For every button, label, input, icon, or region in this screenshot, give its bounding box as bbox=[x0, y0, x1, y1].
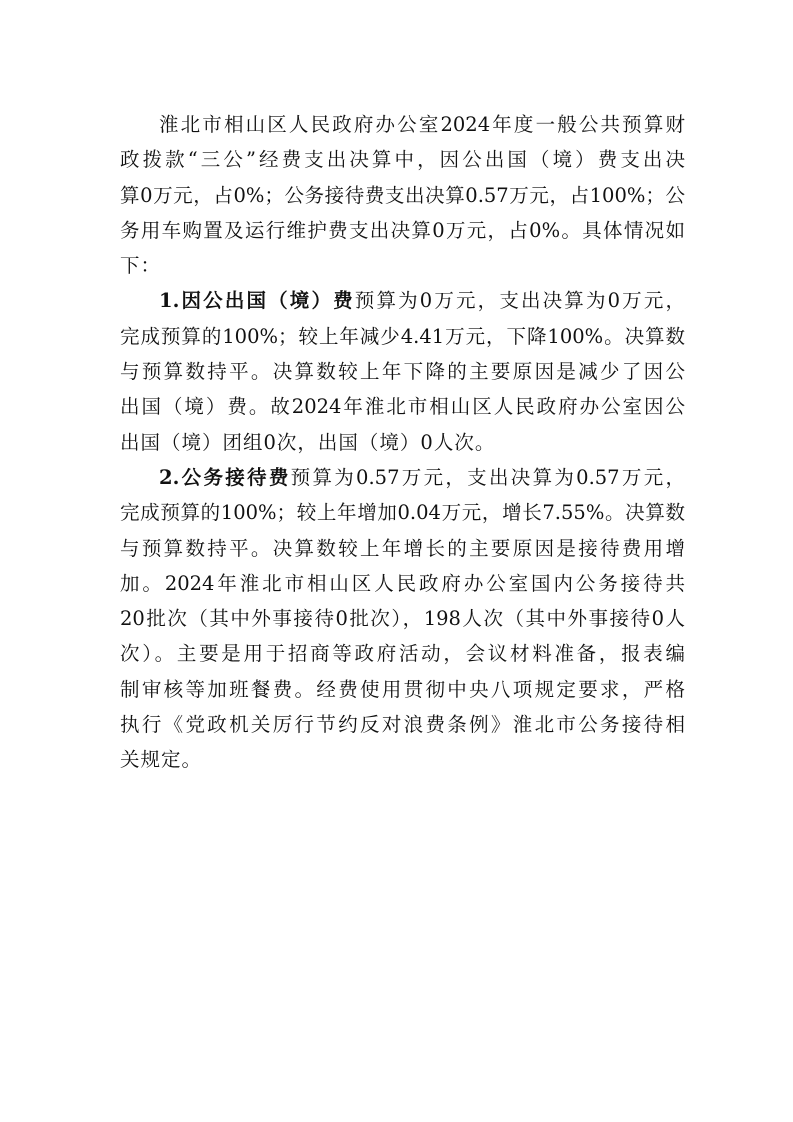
text-line: 与预算数持平。决算数较上年增长的主要原因是接待费用增 bbox=[120, 536, 685, 560]
text-line bbox=[120, 283, 685, 318]
text-line: 执行《党政机关厉行节约反对浪费条例》淮北市公务接待相 bbox=[120, 713, 685, 737]
heading-continuation: 预算为0万元，支出决算为0万元， bbox=[354, 289, 685, 313]
section-heading: 1.因公出国（境）费 bbox=[159, 289, 355, 313]
text-line bbox=[120, 460, 685, 495]
text-line: 出国（境）团组0次，出国（境）0人次。 bbox=[120, 430, 496, 454]
overseas-travel-paragraph bbox=[120, 283, 685, 459]
heading-continuation: 预算为0.57万元，支出决算为0.57万元， bbox=[290, 465, 685, 489]
section-heading: 2.公务接待费 bbox=[159, 465, 291, 489]
text-line: 政拨款“三公”经费支出决算中，因公出国（境）费支出决 bbox=[120, 148, 685, 172]
text-line: 20批次（其中外事接待0批次），198人次（其中外事接待0人 bbox=[120, 607, 685, 631]
text-line: 次）。主要是用于招商等政府活动，会议材料准备，报表编 bbox=[120, 642, 685, 666]
text-line: 关规定。 bbox=[120, 748, 203, 772]
text-line: 算0万元，占0%；公务接待费支出决算0.57万元，占100%；公 bbox=[120, 183, 685, 207]
text-line: 下： bbox=[120, 254, 162, 278]
text-line: 制审核等加班餐费。经费使用贯彻中央八项规定要求，严格 bbox=[120, 677, 685, 701]
text-line: 完成预算的100%；较上年增加0.04万元，增长7.55%。决算数 bbox=[120, 501, 685, 525]
text-line: 淮北市相山区人民政府办公室2024年度一般公共预算财 bbox=[159, 113, 685, 136]
text-line: 务用车购置及运行维护费支出决算0万元，占0%。具体情况如 bbox=[120, 218, 685, 242]
document-page bbox=[120, 107, 685, 778]
text-line: 完成预算的100%；较上年减少4.41万元，下降100%。决算数 bbox=[120, 324, 685, 348]
text-line: 加。2024年淮北市相山区人民政府办公室国内公务接待共 bbox=[120, 571, 685, 595]
official-reception-paragraph bbox=[120, 460, 685, 778]
text-line: 出国（境）费。故2024年淮北市相山区人民政府办公室因公 bbox=[120, 395, 685, 419]
intro-paragraph bbox=[120, 107, 685, 283]
text-line: 与预算数持平。决算数较上年下降的主要原因是减少了因公 bbox=[120, 360, 685, 384]
